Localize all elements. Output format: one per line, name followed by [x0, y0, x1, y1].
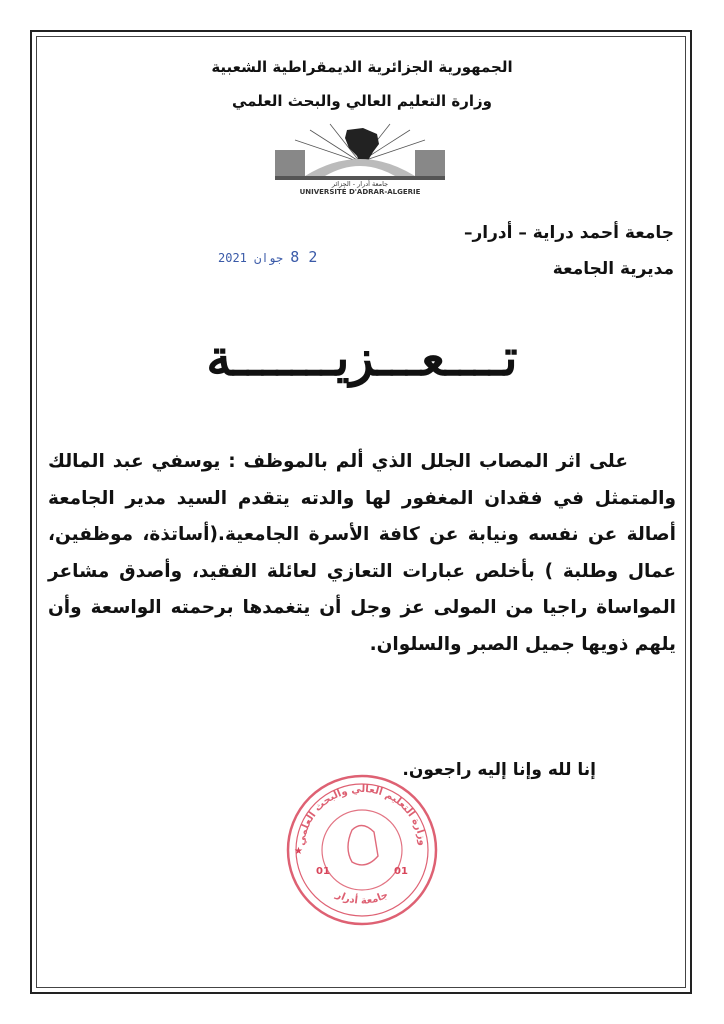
seal-number-right: 01 [394, 866, 408, 877]
letter-body [48, 444, 676, 663]
closing-phrase: إنا لله وإنا إليه راجعون. [402, 760, 596, 780]
ministry-header: وزارة التعليم العالي والبحث العلمي [231, 92, 493, 110]
seal-number-left: 01 [316, 866, 330, 877]
seal-text-bottom: جامعة أدرار [333, 889, 391, 907]
date-month: جوان [254, 251, 284, 265]
university-logo [255, 122, 465, 196]
date-day: 2 8 [290, 248, 318, 266]
sender-university: جامعة أحمد دراية – أدرار– [463, 223, 674, 243]
logo-text-ar: جامعة أدرار - الجزائر [331, 180, 389, 188]
sender-directorate: مديرية الجامعة [552, 259, 674, 279]
document-title: تــــعـــزيـــــــة [206, 328, 518, 387]
republic-header: الجمهورية الجزائرية الديمقراطية الشعبية [211, 58, 513, 76]
logo-text-fr: UNIVERSITÉ D'ADRAR-ALGERIE [299, 188, 421, 196]
date-stamp [218, 248, 317, 266]
date-year: 2021 [218, 251, 247, 265]
svg-text:جامعة أدرار [333, 889, 390, 907]
seal-star-icon: ★ [294, 846, 303, 857]
body-paragraph: على اثر المصاب الجلل الذي ألم بالموظف : يوسفي عبد المالك والمتمثل في فقدان المغفور لها والدته يتقدم السيد مدير الجامعة أصالة عن نفسه ونيابة عن كافة الأسرة الجامعية.(أساتذة، موظفين، عمال وطلبة ) بأخلص عبارات التعازي لعائلة الفقيد، وأصدق مشاعر المواساة راجيا من المولى عز وجل أن يتغمدها برحمته الواسعة وأن يلهم ذويها جميل الصبر والسلوان. [48, 451, 676, 655]
seal-text-top: وزارة التعليم العالي والبحث العلمي [296, 783, 428, 847]
official-seal [282, 770, 442, 930]
